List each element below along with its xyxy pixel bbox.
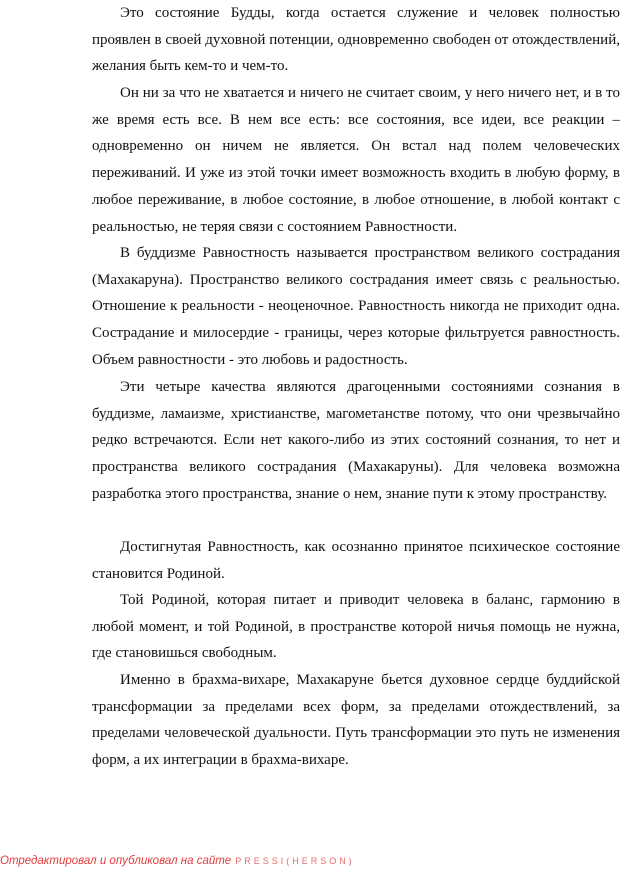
paragraph-1: Это состояние Будды, когда остается служение и человек полностью проявлен в своей духовной потенции, одновременно свободен от отождествлений, желания быть кем-то и чем-то. bbox=[92, 5, 620, 75]
paragraph-6: Той Родиной, которая питает и приводит человека в баланс, гармонию в любой момент, и той Родиной, в пространстве которой ничья помощь не нужна, где становишься свободным. bbox=[92, 592, 620, 662]
footer-credit bbox=[0, 855, 355, 867]
paragraph-4: Эти четыре качества являются драгоценными состояниями сознания в буддизме, ламаизме, христианстве, магометанстве потому, что они чрезвычайно редко встречаются. Если нет какого-либо из этих состояний сознания, то нет и пространства великого сострадания (Махакаруны). Для человека возможна разработка этого пространства, знание о нем, знание пути к этому пространству. bbox=[92, 379, 620, 502]
paragraph-3: В буддизме Равностность называется пространством великого сострадания (Махакаруна). Пространство великого сострадания имеет связь с реальностью. Отношение к реальности - неоценочное. Равностность никогда не приходит одна. Сострадание и милосердие - границы, через которые фильтруется равностность. Объем равностности - это любовь и радостность. bbox=[92, 245, 620, 368]
paragraph-5: Достигнутая Равностность, как осознанно принятое психическое состояние становится Родиной. bbox=[92, 539, 620, 582]
paragraph-2: Он ни за что не хватается и ничего не считает своим, у него ничего нет, и в то же время есть все. В нем все есть: все состояния, все идеи, все реакции – одновременно он ничем не является. Он встал над полем человеческих переживаний. И уже из этой точки имеет возможность входить в любую форму, в любое переживание, в любое состояние, в любое отношение, в любой контакт с реальностью, не теряя связи с состоянием Равностности. bbox=[92, 85, 620, 235]
paragraph-7: Именно в брахма-вихаре, Махакаруне бьется духовное сердце буддийской трансформации за пределами всех форм, за пределами отождествлений, за пределами человеческой дуальности. Путь трансформации это путь не изменения форм, а их интеграции в брахма-вихаре. bbox=[92, 672, 620, 769]
document-page bbox=[92, 0, 620, 869]
footer-text: Отредактировал и опубликовал на сайте bbox=[0, 855, 232, 867]
footer-site-link[interactable]: PRESSI(HERSON) bbox=[235, 856, 355, 866]
